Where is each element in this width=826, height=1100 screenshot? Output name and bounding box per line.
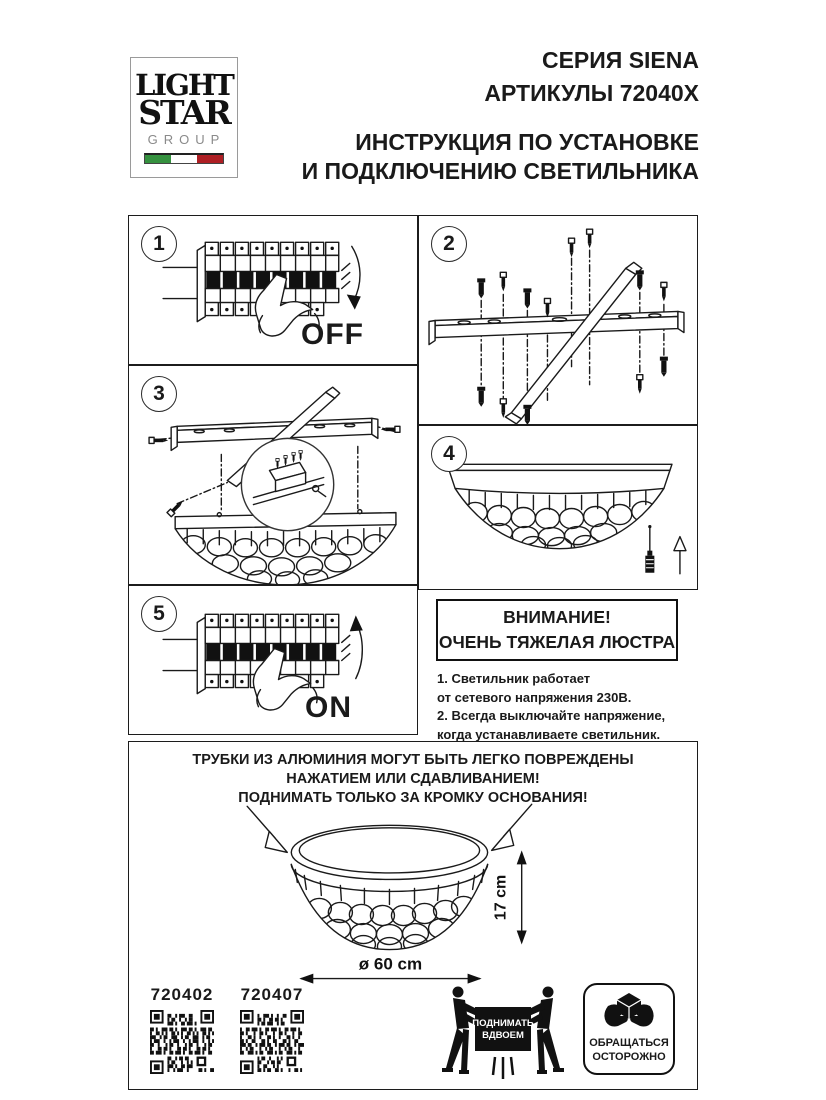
off-label: OFF	[301, 318, 364, 351]
up-arrow-icon	[674, 537, 686, 574]
qr-code-720402	[150, 1010, 214, 1074]
care-line-2: ОСТОРОЖНО	[592, 1050, 666, 1063]
step-1-panel	[128, 215, 418, 365]
attention-area	[418, 590, 698, 740]
step-4-number	[431, 436, 467, 472]
flag-white-segment	[171, 155, 197, 163]
title-line-1: ИНСТРУКЦИЯ ПО УСТАНОВКЕ	[355, 129, 699, 155]
step-5-panel	[128, 585, 418, 735]
attention-line-2: ОЧЕНЬ ТЯЖЕЛАЯ ЛЮСТРА	[438, 632, 676, 652]
handling-warning-line-3: ПОДНИМАТЬ ТОЛЬКО ЗА КРОМКУ ОСНОВАНИЯ!	[238, 790, 588, 806]
step-5-number-text: 5	[153, 602, 165, 625]
on-label: ON	[305, 691, 352, 724]
step-3-number	[141, 376, 177, 412]
svg-text:ø 60 cm: ø 60 cm	[358, 954, 423, 974]
article-column-720407	[236, 985, 308, 1074]
step-3-number-text: 3	[153, 382, 165, 405]
logo-word-light: LIGHT	[135, 68, 233, 102]
care-line-1: ОБРАЩАТЬСЯ	[589, 1037, 669, 1049]
pull-screw-icon	[645, 551, 654, 573]
note-line: 1. Светильник работает	[437, 671, 591, 686]
handling-warning-line-2: НАЖАТИЕМ ИЛИ СДАВЛИВАНИЕМ!	[286, 771, 540, 787]
care-label	[585, 1037, 673, 1064]
series-line: СЕРИЯ SIENA	[541, 47, 699, 73]
italian-flag-bar	[144, 153, 224, 164]
flag-green-segment	[145, 155, 171, 163]
step-3-panel	[128, 365, 418, 585]
qr-code-720407	[240, 1010, 304, 1074]
svg-text:17 cm: 17 cm	[491, 874, 510, 921]
safety-notes	[437, 670, 665, 744]
step-2-number-text: 2	[443, 232, 455, 255]
note-line: когда устанавливаете светильник.	[437, 726, 661, 742]
lightstar-logo	[130, 57, 238, 178]
step-1-number	[141, 226, 177, 262]
hands-holding-box-icon	[600, 992, 658, 1029]
article-number: 720407	[240, 985, 304, 1004]
article-number: 720402	[150, 985, 214, 1004]
step-2-panel	[418, 215, 698, 425]
step-2-number	[431, 226, 467, 262]
note-line: 2. Всегда выключайте напряжение,	[437, 708, 666, 723]
title-line-2: И ПОДКЛЮЧЕНИЮ СВЕТИЛЬНИКА	[301, 158, 699, 184]
step-1-number-text: 1	[153, 232, 165, 255]
svg-text:ВДВОЕМ: ВДВОЕМ	[482, 1030, 524, 1041]
step-4-number-text: 4	[443, 442, 455, 465]
attention-line-1: ВНИМАНИЕ!	[503, 607, 611, 627]
height-dimension	[492, 850, 527, 944]
step-5-number	[141, 596, 177, 632]
turn-on-arrow-icon	[356, 623, 363, 678]
instruction-panels	[128, 215, 698, 1090]
note-line: от сетевого напряжения 230В.	[437, 689, 632, 705]
article-column-720402	[146, 985, 218, 1074]
svg-text:ПОДНИМАТЬ: ПОДНИМАТЬ	[472, 1018, 534, 1029]
attention-box	[436, 599, 678, 661]
logo-word-group: GROUP	[147, 132, 226, 147]
diameter-dimension	[299, 955, 481, 984]
step-4-panel	[418, 425, 698, 590]
articles-line: АРТИКУЛЫ 72040X	[484, 80, 699, 106]
series-block	[484, 44, 699, 110]
handling-warning-line-1: ТРУБКИ ИЗ АЛЮМИНИЯ МОГУТ БЫТЬ ЛЕГКО ПОВРЕЖДЕНЫ	[192, 752, 634, 768]
two-people-lifting-icon	[441, 983, 565, 1088]
handling-section	[128, 741, 698, 1090]
handling-warning	[129, 751, 697, 808]
flag-red-segment	[197, 155, 223, 163]
handle-with-care-pictogram	[583, 983, 675, 1075]
logo-word-star: STAR	[138, 93, 230, 132]
page-title	[302, 128, 699, 186]
lift-by-two-pictogram	[441, 983, 565, 1088]
turn-off-arrow-icon	[352, 246, 360, 300]
